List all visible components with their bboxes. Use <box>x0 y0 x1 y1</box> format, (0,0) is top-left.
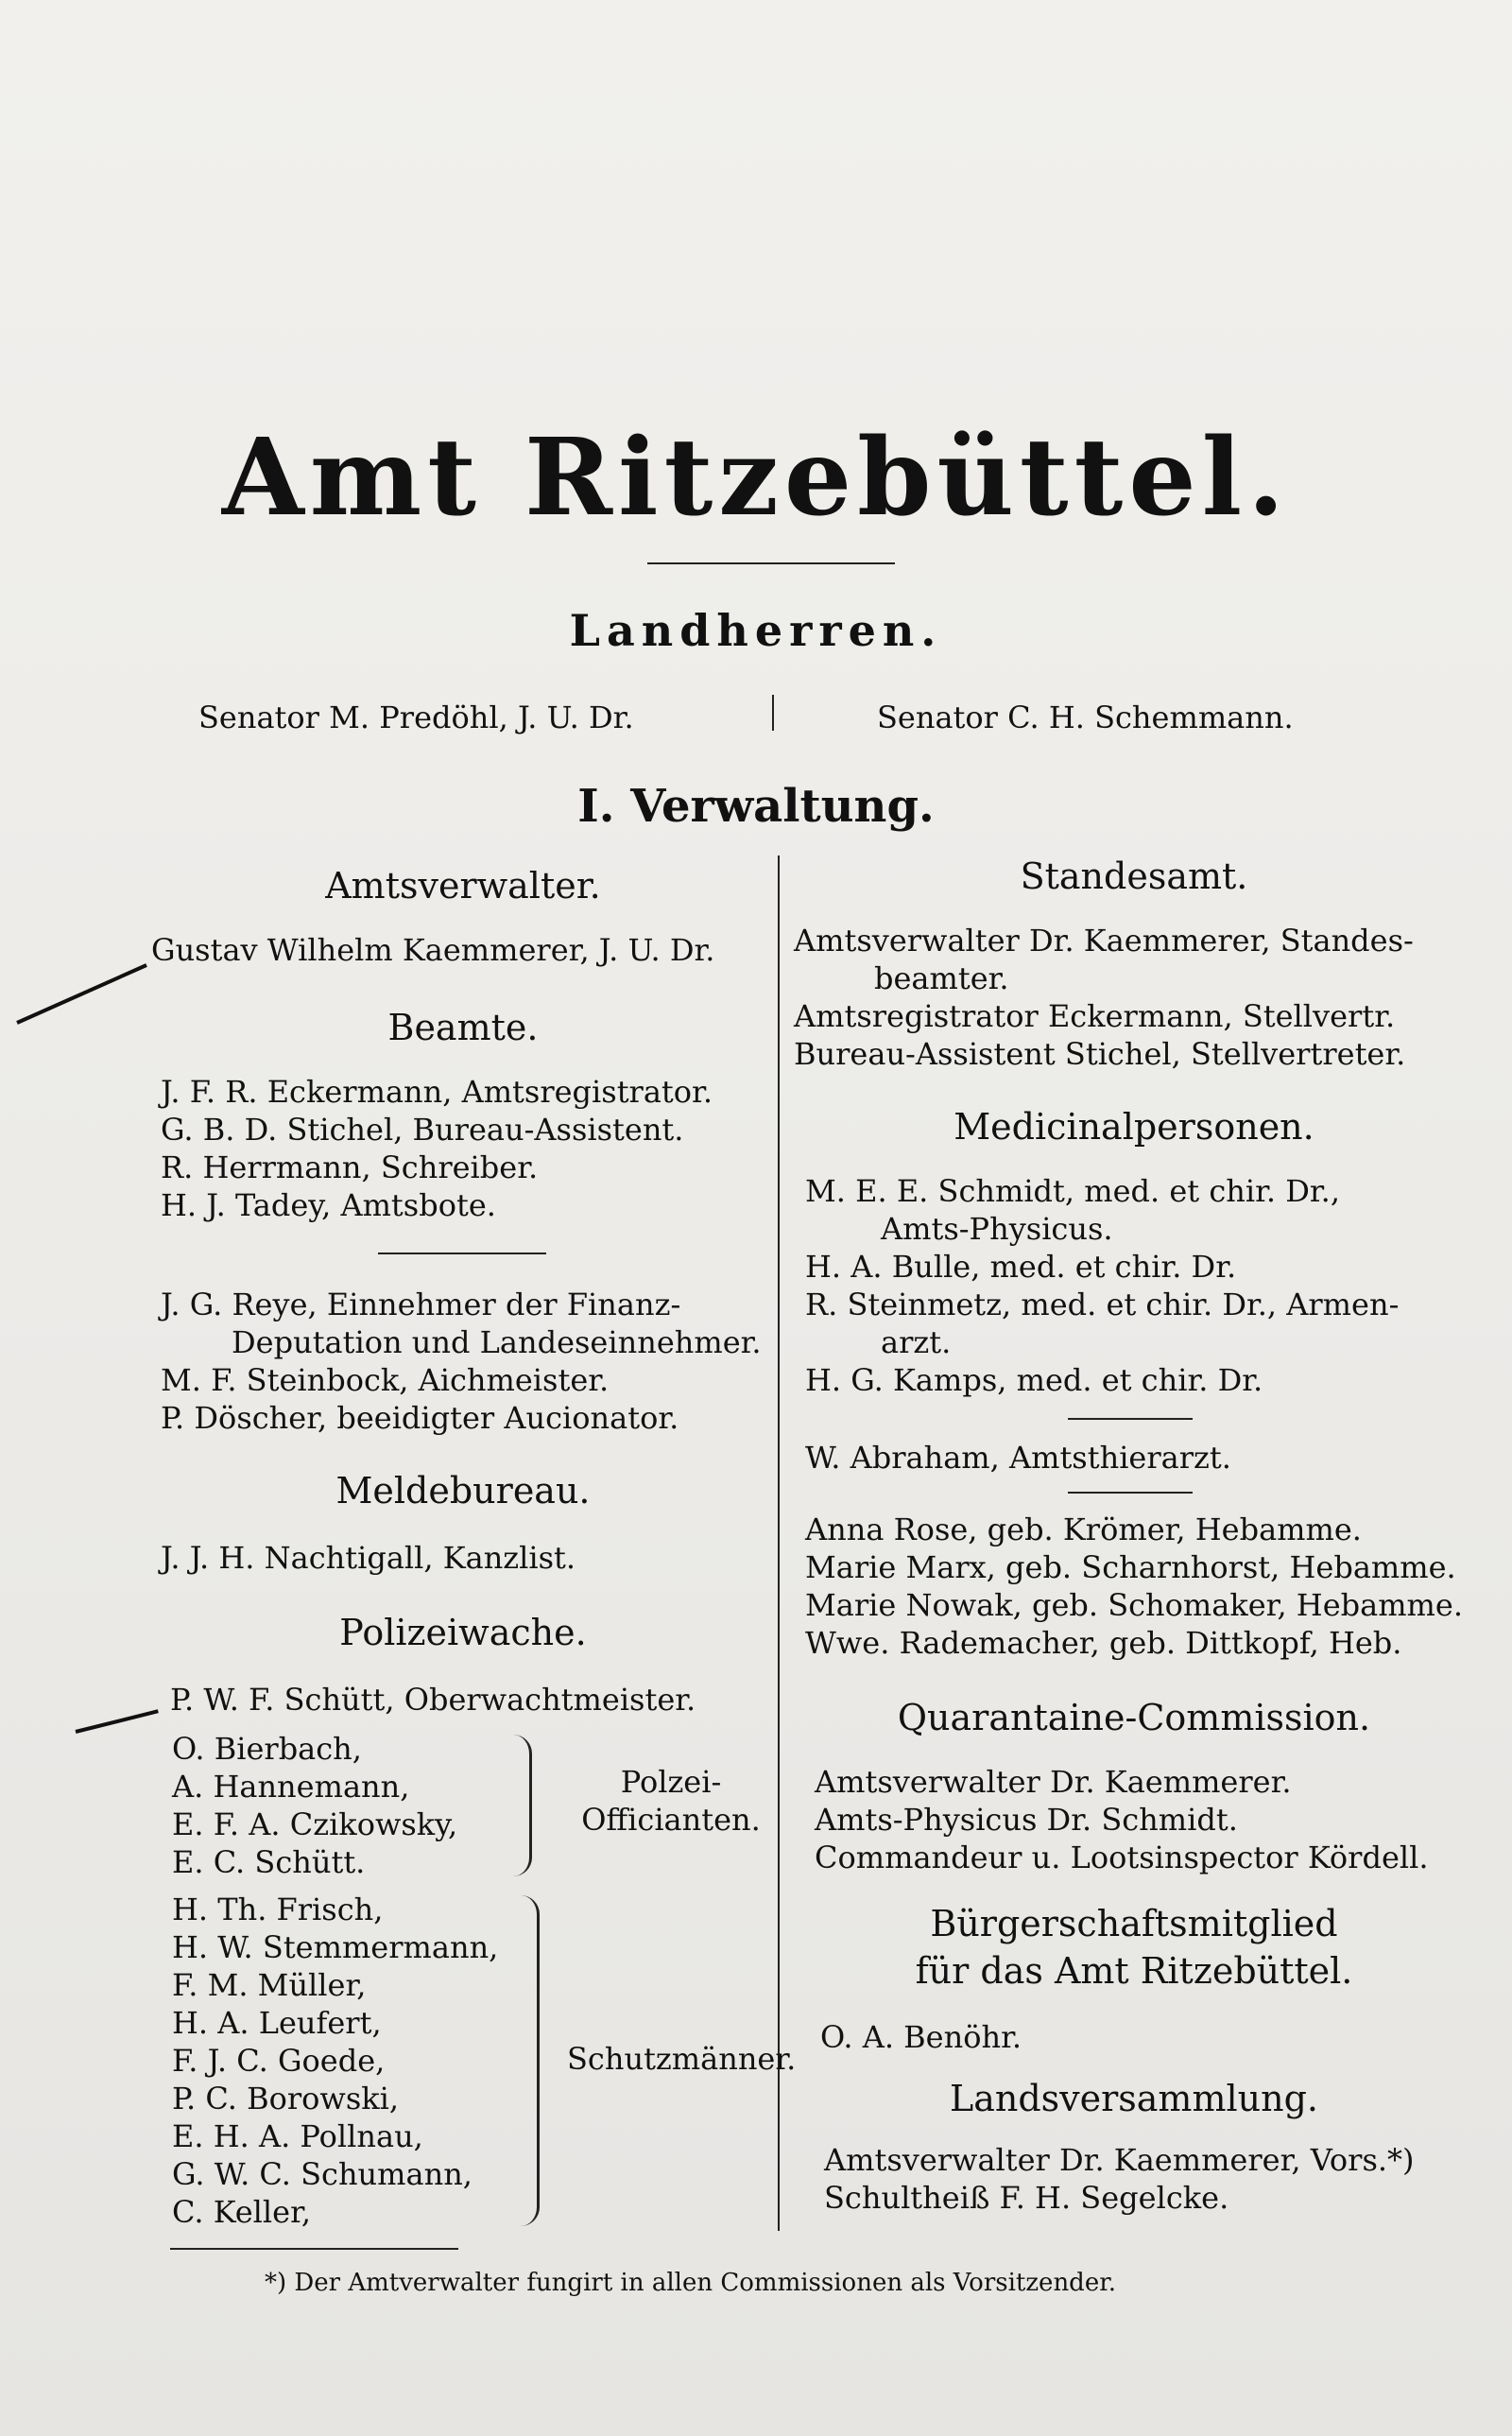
pen-mark <box>16 963 147 1025</box>
list-item: H. G. Kamps, med. et chir. Dr. <box>805 1362 1263 1398</box>
list-item: arzt. <box>881 1324 952 1360</box>
list-item: H. A. Leufert, <box>172 2005 382 2041</box>
list-item: Amtsverwalter Dr. Kaemmerer. <box>815 1764 1292 1800</box>
amtsverwalter-heading: Amtsverwalter. <box>325 865 601 907</box>
list-item: M. E. E. Schmidt, med. et chir. Dr., <box>805 1173 1340 1209</box>
list-item: G. W. C. Schumann, <box>172 2156 472 2192</box>
list-item: F. M. Müller, <box>172 1967 367 2003</box>
list-item: Anna Rose, geb. Krömer, Hebamme. <box>805 1512 1362 1547</box>
separator <box>378 1253 546 1254</box>
beamte-heading: Beamte. <box>387 1007 539 1048</box>
list-item: H. A. Bulle, med. et chir. Dr. <box>805 1249 1237 1285</box>
list-item: beamter. <box>874 960 1009 996</box>
amtsverwalter-name: Gustav Wilhelm Kaemmerer, J. U. Dr. <box>151 932 715 968</box>
list-item: F. J. C. Goede, <box>172 2043 386 2079</box>
schutzmaenner-list <box>172 1891 498 2231</box>
footnote: *) Der Amtverwalter fungirt in allen Commissionen als Vorsitzender. <box>265 2269 1117 2297</box>
pen-mark <box>76 1709 159 1734</box>
list-item: Amts-Physicus. <box>881 1211 1113 1247</box>
landesversammlung-heading: Landsversammlung. <box>949 2078 1319 2119</box>
list-item: Wwe. Rademacher, geb. Dittkopf, Heb. <box>805 1625 1402 1661</box>
meldebureau-heading: Meldebureau. <box>335 1470 591 1512</box>
landesversammlung-list <box>824 2141 1415 2217</box>
polizeiwache-heading: Polizeiwache. <box>339 1612 587 1653</box>
standesamt-list <box>794 922 1414 1073</box>
landherren-divider <box>772 695 774 731</box>
buergerschaft-heading: Bürgerschaftsmitglied für das Amt Ritzebüttel. <box>915 1903 1353 1992</box>
list-item: Amtsverwalter Dr. Kaemmerer, Standes- <box>794 923 1414 959</box>
list-item: Commandeur u. Lootsinspector Kördell. <box>815 1840 1429 1875</box>
list-item: R. Steinmetz, med. et chir. Dr., Armen- <box>805 1287 1400 1322</box>
quarantaine-list <box>815 1763 1429 1876</box>
list-item: R. Herrmann, Schreiber. <box>161 1149 539 1185</box>
list-item: J. G. Reye, Einnehmer der Finanz- <box>161 1287 681 1322</box>
list-item: Marie Nowak, geb. Schomaker, Hebamme. <box>805 1587 1463 1623</box>
medicinal-heading: Medicinalpersonen. <box>954 1106 1314 1148</box>
oberwachtmeister: P. W. F. Schütt, Oberwachtmeister. <box>170 1682 696 1718</box>
list-item: E. H. A. Pollnau, <box>172 2118 423 2154</box>
midwife-list <box>805 1511 1463 1662</box>
buergerschaft-member: O. A. Benöhr. <box>820 2019 1022 2055</box>
list-item: O. Bierbach, <box>172 1731 362 1767</box>
list-item: P. Döscher, beeidigter Aucionator. <box>161 1400 679 1436</box>
landherr-right: Senator C. H. Schemmann. <box>877 700 1294 735</box>
schutzmaenner-label: Schutzmänner. <box>567 2041 797 2077</box>
list-item: M. F. Steinbock, Aichmeister. <box>161 1362 610 1398</box>
list-item: E. F. A. Czikowsky, <box>172 1806 458 1842</box>
standesamt-heading: Standesamt. <box>1020 855 1248 897</box>
separator <box>1068 1418 1193 1420</box>
list-item: A. Hannemann, <box>172 1769 410 1805</box>
list-item: H. Th. Frisch, <box>172 1892 384 1927</box>
schutzmaenner-brace <box>520 1895 540 2226</box>
beamte-list <box>161 1073 713 1224</box>
list-item: Amtsverwalter Dr. Kaemmerer, Vors.*) <box>824 2142 1415 2178</box>
list-item: Marie Marx, geb. Scharnhorst, Hebamme. <box>805 1549 1456 1585</box>
list-item: P. C. Borowski, <box>172 2081 400 2116</box>
list-item: Bureau-Assistent Stichel, Stellvertreter. <box>794 1036 1406 1072</box>
meldebureau-name: J. J. H. Nachtigall, Kanzlist. <box>161 1540 576 1576</box>
list-item: H. W. Stemmermann, <box>172 1929 499 1965</box>
officianten-brace <box>512 1735 532 1876</box>
title-rule <box>647 562 895 564</box>
footnote-rule <box>170 2248 458 2250</box>
list-item: Amtsregistrator Eckermann, Stellvertr. <box>794 998 1396 1034</box>
list-item: Amts-Physicus Dr. Schmidt. <box>815 1802 1238 1838</box>
column-divider <box>778 855 780 2231</box>
landherren-heading: Landherren. <box>569 605 943 656</box>
amtsthierarzt: W. Abraham, Amtsthierarzt. <box>805 1440 1231 1476</box>
list-item: Schultheiß F. H. Segelcke. <box>824 2180 1229 2216</box>
quarantaine-heading: Quarantaine-Commission. <box>897 1697 1371 1738</box>
page-title: Amt Ritzebüttel. <box>221 416 1291 540</box>
list-item: Deputation und Landeseinnehmer. <box>232 1324 762 1360</box>
list-item: C. Keller, <box>172 2194 312 2230</box>
list-item: E. C. Schütt. <box>172 1844 366 1880</box>
list-item: G. B. D. Stichel, Bureau-Assistent. <box>161 1112 684 1148</box>
list-item: H. J. Tadey, Amtsbote. <box>161 1187 496 1223</box>
officianten-list <box>172 1730 457 1881</box>
other-officials <box>161 1286 762 1437</box>
medicinal-list <box>805 1172 1399 1399</box>
section-heading: I. Verwaltung. <box>577 780 935 833</box>
landherr-left: Senator M. Predöhl, J. U. Dr. <box>198 700 634 735</box>
separator <box>1068 1492 1193 1494</box>
list-item: J. F. R. Eckermann, Amtsregistrator. <box>161 1074 713 1110</box>
officianten-label: Polzei- Officianten. <box>581 1764 761 1838</box>
